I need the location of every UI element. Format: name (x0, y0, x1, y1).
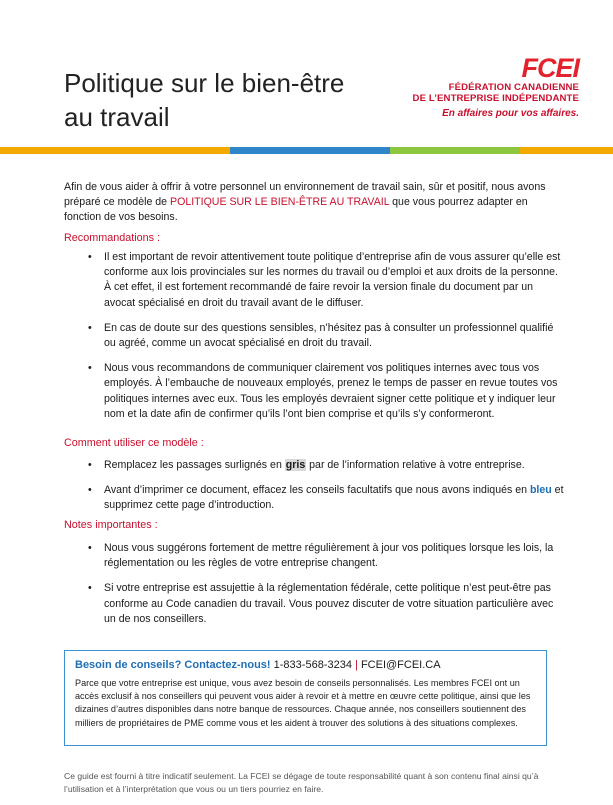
list-item: • Si votre entreprise est assujettie à la réglementation fédérale, cette politique n’est peut-être pas conforme au Code canadien du travail. Vous pouvez discuter de votre situation particulière avec un de nos conseillers. (88, 582, 554, 625)
list-item: • Nous vous recommandons de communiquer clairement vos politiques internes avec tous vos employés. À l’embauche de nouveaux employés, prenez le temps de passer en revue toutes vos politiques internes avec eux. Tous les employés devraient signer cette politique et y indiquer leur nom et la date afin de confirmer qu’ils l’ont bien comprise et qu’ils s’y conformeront. (88, 362, 558, 420)
stripe-segment (110, 147, 230, 154)
phone-number[interactable]: 1-833-568-3234 (273, 659, 352, 671)
logo-line-1: FÉDÉRATION CANADIENNE (448, 82, 579, 93)
heading-recommandations: Recommandations : (64, 232, 161, 244)
contact-box (64, 650, 547, 746)
logo-line-2: DE L’ENTREPRISE INDÉPENDANTE (412, 93, 579, 104)
title-line-1: Politique sur le bien-être (64, 68, 345, 98)
contact-prompt: Besoin de conseils? Contactez-nous! (75, 659, 271, 671)
utiliser-list (64, 458, 564, 524)
email-link[interactable]: FCEI@FCEI.CA (360, 659, 441, 671)
contact-header (75, 657, 536, 673)
stripe-segment (330, 147, 390, 154)
color-stripe (0, 147, 613, 154)
bleu-highlight: bleu (529, 484, 552, 497)
list-item: • Nous vous suggérons fortement de mettre régulièrement à jour vos politiques lorsque les lois, la réglementation ou les règles de votre entreprise changent. (88, 542, 554, 570)
stripe-segment (390, 147, 520, 154)
fcei-logo (403, 54, 579, 121)
intro-paragraph: Afin de vous aider à offrir à votre personnel un environnement de travail sain, sûr et positif, nous avons préparé ce modèle de POLITIQUE SUR LE BIEN-ÊTRE AU TRAVAIL que vous pourrez adapter en fonction de vos besoins. (64, 181, 546, 223)
list-item: • Il est important de revoir attentivement toute politique d’entreprise afin de vous assurer qu’elle est conforme aux lois provinciales sur les normes du travail ou d’emploi et aux droits de la personne. À cet effet, il est fortement recommandé de faire revoir la version finale du document par un avocat spécialisé en droit du travail avant de le diffuser. (88, 251, 561, 309)
heading-utiliser: Comment utiliser ce modèle : (64, 437, 204, 449)
title-line-2: au travail (64, 102, 170, 132)
contact-body: Parce que votre entreprise est unique, vous avez besoin de conseils personnalisés. Les membres FCEI ont un accès exclusif à nos conseillers qui peuvent vous aider à revoir et à mettre en œuvre cette politique, ainsi que les dizaines d’autres disponibles dans notre banque de ressources. Chaque année, nos conseillers soutiennent des milliers de propriétaires de PME comme vous et les aident à trouver des solutions à des situations complexes. (75, 678, 531, 728)
logo-mark: FCEI (521, 53, 579, 83)
template-name-highlight: POLITIQUE SUR LE BIEN-ÊTRE AU TRAVAIL (170, 196, 390, 208)
list-item: • En cas de doute sur des questions sensibles, n’hésitez pas à consulter un professionnel qualifié ou agréé, comme un avocat spécialisé en droit du travail. (88, 321, 554, 350)
list-item: • Remplacez les passages surlignés en gris par de l’information relative à votre entreprise. (88, 459, 525, 471)
stripe-segment (0, 147, 110, 154)
disclaimer: Ce guide est fourni à titre indicatif seulement. La FCEI se dégage de toute responsabilité quant à son contenu final ainsi qu’à l’utilisation et à l’interprétation que vous ou un tiers pourriez en faire. (64, 771, 539, 794)
list-item: • Avant d’imprimer ce document, effacez les conseils facultatifs que nous avons indiqués en bleu et supprimez cette page d’introduction. (88, 484, 564, 512)
notes-list (64, 541, 564, 637)
gris-highlight: gris (285, 459, 306, 471)
recommandations-list (64, 250, 564, 432)
stripe-segment (230, 147, 330, 154)
separator: | (355, 659, 358, 671)
stripe-segment (520, 147, 613, 154)
logo-tagline: En affaires pour vos affaires. (442, 108, 579, 119)
heading-notes: Notes importantes : (64, 519, 158, 531)
page-title (64, 66, 394, 134)
